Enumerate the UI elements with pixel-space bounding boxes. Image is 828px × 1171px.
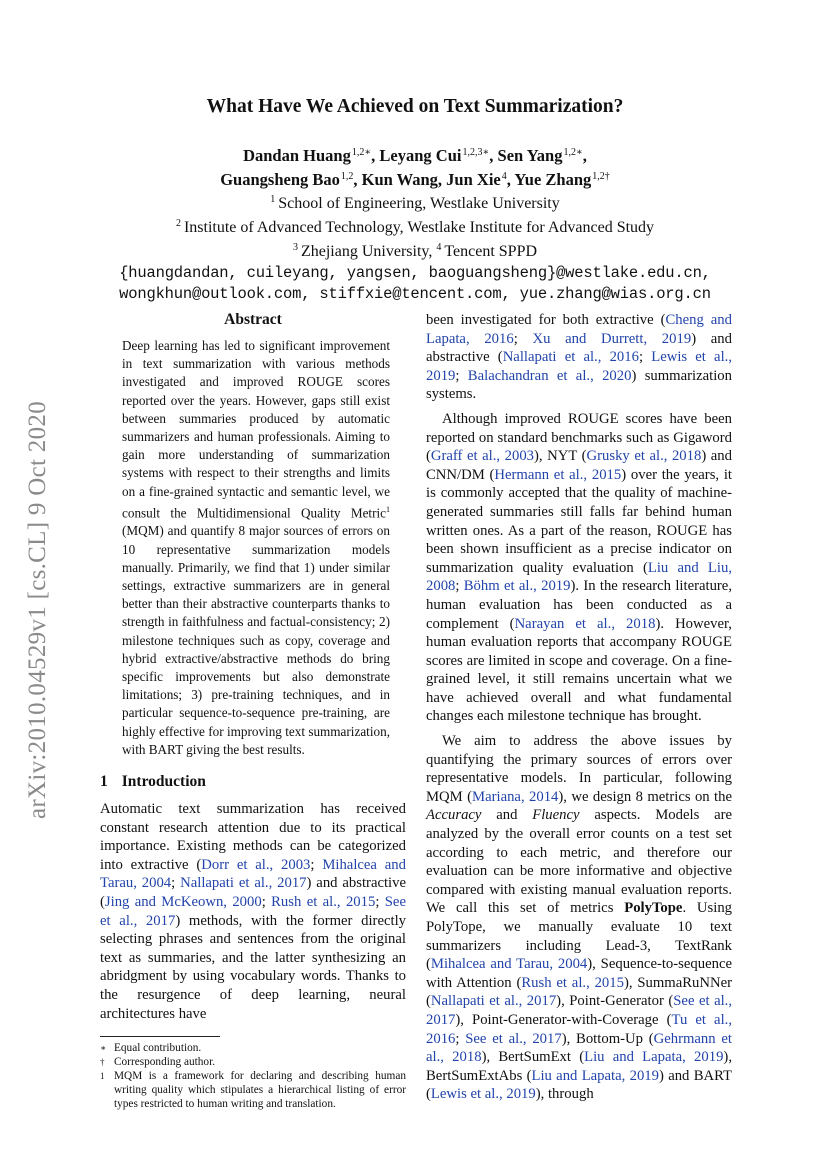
author-name: Jun Xie xyxy=(446,170,501,189)
citation-link[interactable]: Gehrmann et al., 2018 xyxy=(426,1030,732,1066)
text-run: ; xyxy=(455,367,468,384)
text-run: ; xyxy=(638,349,652,366)
author-name: Yue Zhang xyxy=(514,170,592,189)
text-run: and xyxy=(481,807,533,824)
citation-link[interactable]: Liu and Lapata, 2019 xyxy=(584,1049,724,1066)
text-run: ) methods, with the former directly selecting phrases and sentences from the original text as summaries, and the latter synthesizing an abridgment by using vocabulary words. Thanks to the resurgence of deep learning, neural architectures have xyxy=(100,912,406,1022)
text-run: ) and abstractive ( xyxy=(100,875,407,911)
footnote-corresponding-author: † Corresponding author. xyxy=(100,1056,216,1069)
affiliation-1: $^1$ School of Engineering, Westlake University xyxy=(270,194,560,212)
paper-header xyxy=(90,96,740,305)
citation-link[interactable]: Mihalcea and Tarau, 2004 xyxy=(100,856,406,892)
text-run: ) summarization systems. xyxy=(426,367,732,403)
left-column xyxy=(100,311,406,1111)
citation-link[interactable]: Jing and McKeown, 2000 xyxy=(104,894,262,911)
email-yue-zhang: yue.zhang@wias.org.cn xyxy=(519,285,711,303)
text-run: ; xyxy=(375,894,385,911)
citation-link[interactable]: See et al., 2017 xyxy=(465,1030,562,1047)
citation-link[interactable]: See et al., 2017 xyxy=(426,993,733,1028)
abstract-body: Deep learning has led to significant improvement in text summarization with various methods investigated and improved ROUGE scores reported over the years. However, gaps still exist between summaries produced by automatic summarizers and human professionals. Aiming to gain more understanding of summarization systems with respect to their strengths and limits on a fine-grained syntactic and semantic level, we consult the Multidimensional Quality Metric$^1$ (MQM) and quantify 8 major sources of errors on 10 representative summarization models manually. Primarily, we find that 1) under similar settings, extractive summarizers are in general better than their abstractive counterparts thanks to strength in faithfulness and factual-consistency; 2) milestone techniques such as copy, coverage and hybrid extractive/abstractive methods do bring specific improvements but also demonstrate limitations; 3) pre-training techniques, and in particular sequence-to-sequence pre-training, are highly effective for improving text summarization, with BART giving the best results. xyxy=(122,338,390,757)
text-run: ) over the years, it is commonly accepted that the quality of machine-generated summaries still falls far behind human written ones. As a part of the reason, ROUGE has been shown insufficient as a precise indicator on summarization quality evaluation ( xyxy=(426,466,732,576)
citation-link[interactable]: Mihalcea and Tarau, 2004 xyxy=(430,956,588,973)
footnote-ref-1: 1 xyxy=(386,504,390,514)
abstract-heading: Abstract xyxy=(224,311,282,328)
text-run: ; xyxy=(455,578,464,595)
email-wongkhun: wongkhun@outlook.com, xyxy=(119,285,311,303)
citation-link[interactable]: Lewis et al., 2019 xyxy=(430,1086,536,1103)
text-run: ), Point-Generator-with-Coverage ( xyxy=(455,1011,672,1028)
citation-link[interactable]: Liu and Lapata, 2019 xyxy=(531,1067,659,1084)
author-affiliation-mark: 1,2∗ xyxy=(563,147,583,158)
author-name: Sen Yang xyxy=(497,146,563,165)
intro-paragraph-1 xyxy=(100,800,406,1023)
citation-link[interactable]: Lewis et al., 2019 xyxy=(426,349,732,384)
text-run: ; xyxy=(310,856,323,873)
text-run: aspects. Models are analyzed by the overall error counts on a test set according to each metric, and therefore our evaluation can be more informative and objective compared with existing manual evaluation reports. We call this set of metrics xyxy=(426,807,733,917)
author-name: Kun Wang xyxy=(361,170,438,189)
affiliation-list xyxy=(90,190,740,262)
author-affiliation-mark: 1,2 xyxy=(340,171,354,182)
intro-paragraph-rouge xyxy=(426,410,732,726)
arxiv-identifier-stamp xyxy=(18,375,58,845)
text-run: ), through xyxy=(535,1086,594,1103)
citation-link[interactable]: Tu et al., 2016 xyxy=(426,1011,733,1047)
text-run: ; xyxy=(513,330,533,347)
citation-link[interactable]: Nallapati et al., 2017 xyxy=(430,993,557,1010)
emphasis-text: Fluency xyxy=(532,807,580,824)
text-run: ; xyxy=(261,894,272,911)
email-line-2 xyxy=(90,284,740,305)
email-line-1: {huangdandan, cuileyang, yangsen, baoguangsheng}@westlake.edu.cn, xyxy=(119,264,711,282)
right-column xyxy=(426,311,732,1104)
text-run: ), Point-Generator ( xyxy=(556,993,674,1010)
author-name: Dandan Huang xyxy=(243,146,351,165)
section-heading-introduction: 1 Introduction xyxy=(100,773,206,791)
text-run: been investigated for both extractive ( xyxy=(426,312,666,328)
text-run: ), BertSumExt ( xyxy=(481,1049,585,1066)
citation-link[interactable]: Balachandran et al., 2020 xyxy=(467,367,632,384)
text-run: ), BertSumExtAbs ( xyxy=(426,1049,732,1084)
citation-link[interactable]: Mariana, 2014 xyxy=(472,788,559,805)
author-name: Guangsheng Bao xyxy=(220,170,340,189)
text-run: ), NYT ( xyxy=(534,448,587,465)
author-affiliation-mark: 1,2,3∗ xyxy=(462,147,490,158)
author-line-1: Dandan Huang$^{1,2∗}$, Leyang Cui$^{1,2,3∗}$, Sen Yang$^{1,2∗}$, xyxy=(243,146,587,165)
footnote-mqm: 1 MQM is a framework for declaring and describing human writing quality which stipulates a hierarchical listing of error types restricted to human writing and translation. xyxy=(100,1070,406,1111)
citation-link[interactable]: See et al., 2017 xyxy=(100,894,406,929)
footnote-equal-contribution: ∗ Equal contribution. xyxy=(100,1042,202,1055)
affiliation-3-4: $^3$ Zhejiang University, $^4$ Tencent SPPD xyxy=(292,242,538,260)
bold-term: PolyTope xyxy=(624,900,683,917)
author-emails xyxy=(90,263,740,305)
citation-link[interactable]: Hermann et al., 2015 xyxy=(494,466,622,483)
citation-link[interactable]: Xu and Durrett, 2019 xyxy=(532,330,692,347)
footnotes xyxy=(100,1041,406,1111)
text-run: Although improved ROUGE scores have been reported on standard benchmarks such as Gigaword ( xyxy=(426,410,732,465)
citation-link[interactable]: Nallapati et al., 2017 xyxy=(180,875,307,892)
text-run: Automatic text summarization has received constant research attention due to its practical importance. Existing methods can be categorized into extractive ( xyxy=(100,801,406,873)
author-line-2: Guangsheng Bao$^{1,2}$, Kun Wang, Jun Xie$^4$, Yue Zhang$^{1,2\dagger}$ xyxy=(220,170,610,189)
text-run: ) and abstractive ( xyxy=(426,330,732,366)
author-name: Leyang Cui xyxy=(379,146,462,165)
author-affiliation-mark: 1,2∗ xyxy=(351,147,372,158)
text-run: . Using PolyTope, we manually evaluate 10 text summarizers including Lead-3, TextRank ( xyxy=(426,900,733,973)
citation-link[interactable]: Rush et al., 2015 xyxy=(271,894,376,911)
citation-link[interactable]: Graff et al., 2003 xyxy=(430,448,535,465)
author-affiliation-mark: 4 xyxy=(501,171,507,182)
citation-link[interactable]: Dorr et al., 2003 xyxy=(201,856,311,873)
text-run: ). However, human evaluation reports that accompany ROUGE scores are limited in scope and coverage. On a fine-grained level, it still remains uncertain what we have achieved overall and what fundamental changes each milestone technique has brought. xyxy=(426,615,732,725)
citation-link[interactable]: Rush et al., 2015 xyxy=(521,974,624,991)
citation-link[interactable]: Narayan et al., 2018 xyxy=(514,615,656,632)
email-stiffxie: stiffxie@tencent.com, xyxy=(319,285,511,303)
text-run: ), we design 8 metrics on the xyxy=(558,788,732,805)
text-run: ). In the research literature, human evaluation has been conducted as a complement ( xyxy=(426,578,733,632)
affiliation-2: $^2$ Institute of Advanced Technology, Westlake Institute for Advanced Study xyxy=(175,218,655,236)
author-affiliation-mark: 1,2† xyxy=(592,171,610,182)
emphasis-text: Accuracy xyxy=(426,807,482,824)
text-run: ; xyxy=(171,875,181,892)
intro-paragraph-polytope xyxy=(426,732,732,1104)
citation-link[interactable]: Böhm et al., 2019 xyxy=(463,578,571,595)
arxiv-stamp-text: arXiv:2010.04529v1 [cs.CL] 9 Oct 2020 xyxy=(24,401,52,819)
citation-link[interactable]: Nallapati et al., 2016 xyxy=(502,349,639,366)
footnote-divider xyxy=(100,1036,220,1037)
text-run: ), Sequence-to-sequence with Attention ( xyxy=(426,956,732,991)
text-run: ) and CNN/DM ( xyxy=(426,448,732,483)
text-run: ), Bottom-Up ( xyxy=(561,1030,654,1047)
citation-link[interactable]: Grusky et al., 2018 xyxy=(586,448,702,465)
citation-link[interactable]: Liu and Liu, 2008 xyxy=(426,559,732,595)
paper-title: What Have We Achieved on Text Summarization? xyxy=(206,96,624,117)
text-run: ), SummaRuNNer ( xyxy=(426,974,733,1010)
citation-link[interactable]: Cheng and Lapata, 2016 xyxy=(426,312,732,347)
text-run: We aim to address the above issues by quantifying the primary sources of errors over representative models. In particular, following MQM ( xyxy=(426,733,732,805)
text-run: ; xyxy=(455,1030,466,1047)
text-run: ) and BART ( xyxy=(426,1067,732,1103)
intro-paragraph-continued xyxy=(426,311,732,404)
